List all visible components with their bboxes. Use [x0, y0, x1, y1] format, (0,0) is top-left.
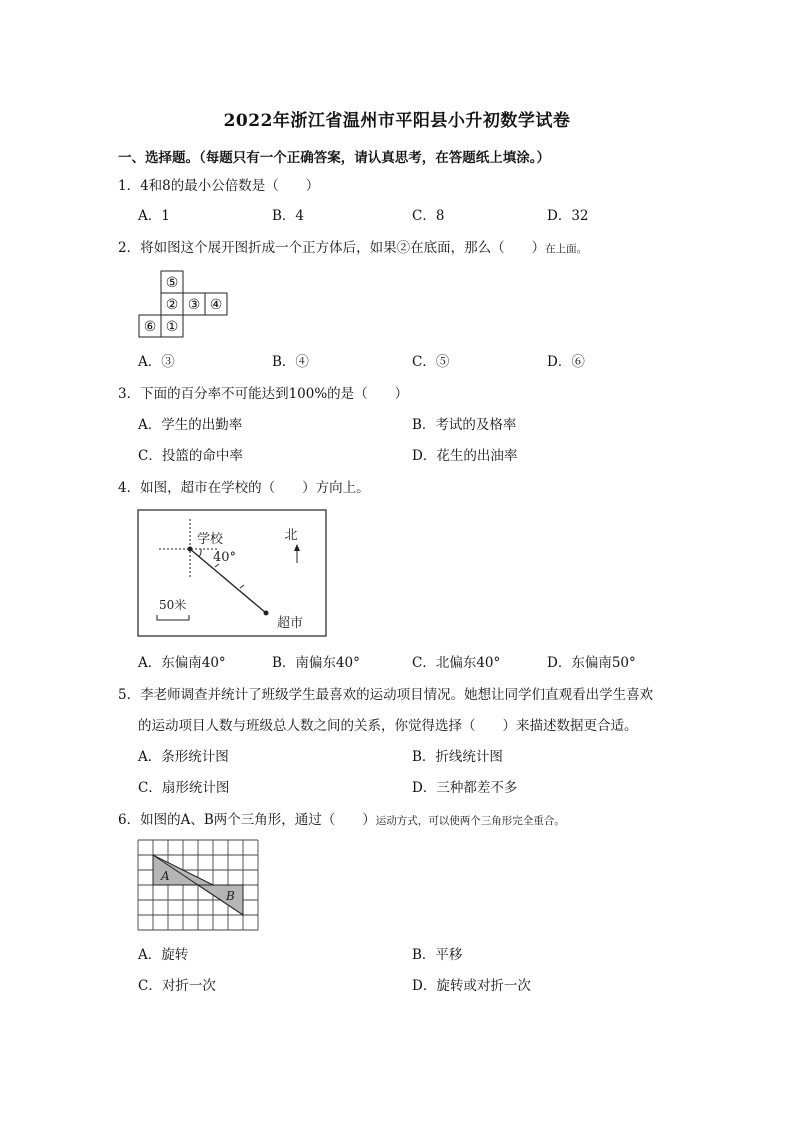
q5-option-d: D．三种都差不多	[412, 780, 518, 796]
question-5-line-1: 5．李老师调查并统计了班级学生最喜欢的运动项目情况。她想让同学们直观看出学生喜欢	[118, 687, 654, 703]
question-2-tail: 在上面。	[545, 243, 588, 255]
q4-option-c: C．北偏东40°	[412, 655, 501, 671]
net-face-5: ⑤	[165, 275, 179, 291]
q5-option-a: A．条形统计图	[138, 749, 229, 765]
q1-option-c: C．8	[412, 208, 445, 224]
triangle-b-label: B	[226, 889, 235, 903]
question-4: 4．如图，超市在学校的（ ）方向上。	[118, 480, 370, 496]
school-label: 学校	[197, 532, 224, 547]
triangle-a-label: A	[161, 869, 170, 883]
scale-label: 50米	[159, 598, 187, 612]
q6-option-a: A．旋转	[138, 947, 189, 963]
question-5-line-2: 的运动项目人数与班级总人数之间的关系，你觉得选择（ ）来描述数据更合适。	[138, 718, 638, 734]
market-label: 超市	[277, 616, 304, 631]
q2-option-c: C．⑤	[412, 354, 450, 370]
q6-option-b: B．平移	[412, 947, 463, 963]
q3-option-d: D．花生的出油率	[412, 448, 518, 464]
net-face-4: ④	[209, 297, 223, 313]
north-label: 北	[284, 528, 298, 543]
q3-option-a: A．学生的出勤率	[138, 417, 243, 433]
q4-option-b: B．南偏东40°	[272, 655, 360, 671]
question-3: 3．下面的百分率不可能达到100%的是（ ）	[118, 386, 409, 402]
q1-option-b: B．4	[272, 208, 305, 224]
angle-label: 40°	[213, 550, 237, 565]
q3-option-c: C．投篮的命中率	[138, 448, 243, 464]
cube-net-figure	[137, 270, 233, 340]
q2-option-b: B．④	[272, 354, 309, 370]
question-2-text: 2．将如图这个展开图折成一个正方体后，如果②在底面，那么（ ）	[118, 240, 546, 256]
q2-option-d: D．⑥	[547, 354, 585, 370]
question-1: 1．4和8的最小公倍数是（ ）	[118, 178, 320, 194]
net-face-3: ③	[187, 297, 201, 313]
question-2	[118, 239, 587, 258]
q6-option-c: C．对折一次	[138, 978, 216, 994]
triangle-grid-figure	[137, 839, 259, 932]
q5-option-c: C．扇形统计图	[138, 780, 230, 796]
q1-option-a: A．1	[138, 208, 170, 224]
section-heading: 一、选择题。（每题只有一个正确答案，请认真思考，在答题纸上填涂。）	[118, 150, 550, 166]
question-6-text: 6．如图的A、B两个三角形，通过（ ）	[118, 812, 376, 828]
question-6-tail: 运动方式，可以使两个三角形完全重合。	[375, 815, 565, 827]
page-title: 2022年浙江省温州市平阳县小升初数学试卷	[223, 111, 571, 131]
q1-option-d: D．32	[547, 208, 589, 224]
net-face-1: ①	[165, 319, 179, 335]
question-6	[118, 811, 565, 830]
q4-option-d: D．东偏南50°	[547, 655, 636, 671]
q3-option-b: B．考试的及格率	[412, 417, 517, 433]
direction-map-figure	[137, 509, 327, 637]
q2-option-a: A．③	[138, 354, 175, 370]
q4-option-a: A．东偏南40°	[138, 655, 226, 671]
net-face-2: ②	[165, 297, 179, 313]
q6-option-d: D．旋转或对折一次	[412, 978, 531, 994]
q5-option-b: B．折线统计图	[412, 749, 503, 765]
net-face-6: ⑥	[143, 319, 157, 335]
